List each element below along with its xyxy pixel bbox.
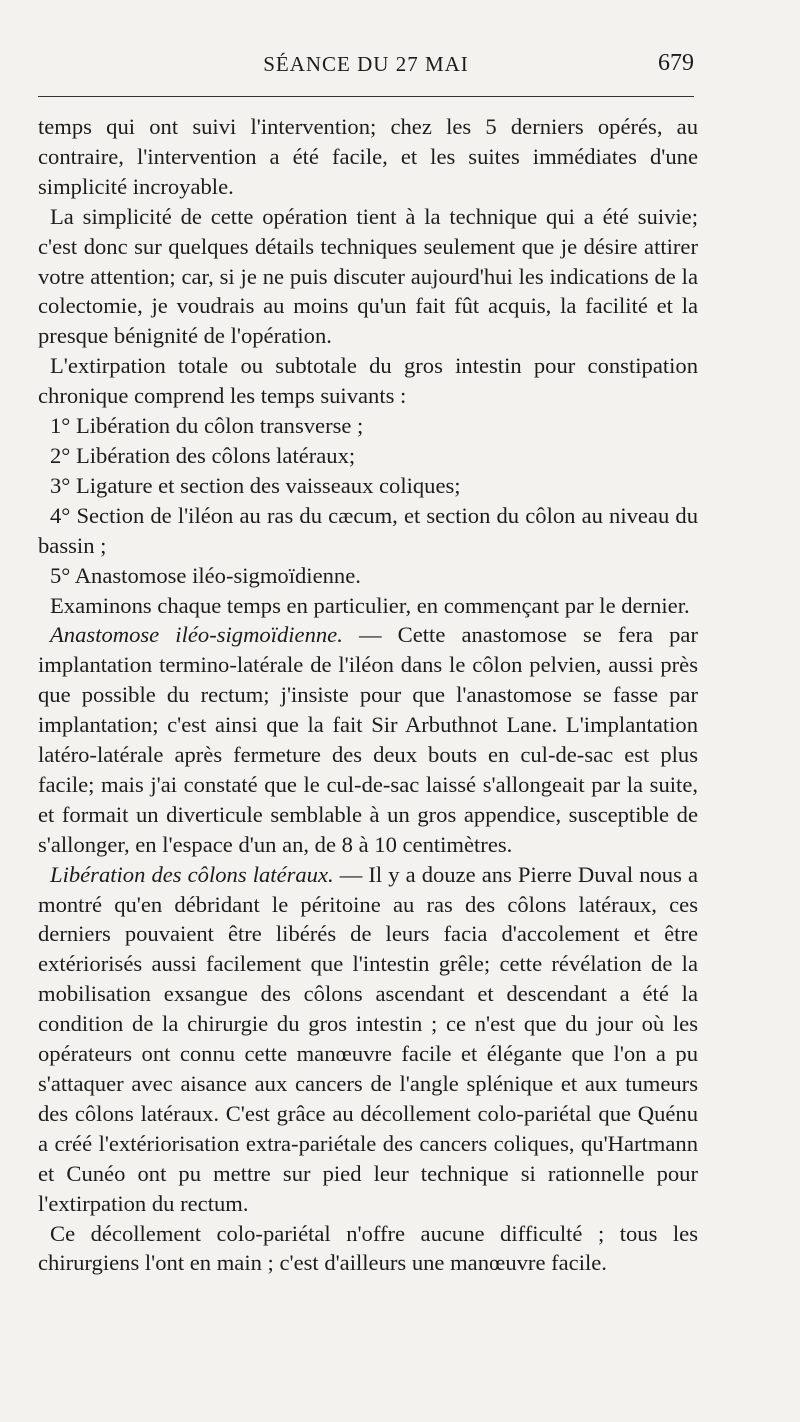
section-body: — Il y a douze ans Pierre Duval nous a montré qu'en débridant le péritoine au ras des côlons latéraux, ces derniers pouvaient être libérés de leurs facia d'accolement et être extériorisés aussi facilement que l'intestin grêle; cette révélation de la mobilisation exsangue des côlons ascendant et descendant a été la condition de la chirurgie du gros intestin ; ce n'est que du jour où les opérateurs ont connu cette manœuvre facile et élégante que l'on a pu s'attaquer avec aisance aux cancers de l'angle splénique et aux tumeurs des côlons latéraux. C'est grâce au décollement colo-pariétal que Quénu a créé l'extériorisation extra-pariétale des cancers coliques, qu'Hartmann et Cunéo ont pu mettre sur pied leur technique si rationnelle pour l'extirpation du rectum.	[38, 861, 698, 1216]
section-heading: Libération des côlons latéraux.	[50, 861, 334, 887]
paragraph-anastomose	[38, 620, 698, 859]
paragraph: Ce décollement colo-pariétal n'offre aucune difficulté ; tous les chirurgiens l'ont en main ; c'est d'ailleurs une manœuvre facile.	[38, 1220, 698, 1276]
paragraph: Examinons chaque temps en particulier, en commençant par le dernier.	[50, 592, 690, 618]
paragraph: temps qui ont suivi l'intervention; chez les 5 derniers opérés, au contraire, l'intervention a été facile, et les suites immédiates d'une simplicité incroyable.	[38, 114, 698, 199]
list-item: 5° Anastomose iléo-sigmoïdienne.	[50, 562, 361, 588]
section-body: — Cette anastomose se fera par implantation termino-latérale de l'iléon dans le côlon pelvien, aussi près que possible du rectum; j'insiste pour que l'anastomose se fasse par implantation; c'est ainsi que la fait Sir Arbuthnot Lane. L'implantation latéro-latérale après fermeture des deux bouts en cul-de-sac est plus facile; mais j'ai constaté que le cul-de-sac laissé s'allongeait par la suite, et formait un diverticule semblable à un gros appendice, susceptible de s'allonger, en l'espace d'un an, de 8 à 10 centimètres.	[38, 622, 698, 857]
list-item: 4° Section de l'iléon au ras du cæcum, et section du côlon au niveau du bassin ;	[38, 502, 698, 558]
running-title: SÉANCE DU 27 MAI	[263, 52, 469, 76]
list-item: 3° Ligature et section des vaisseaux coliques;	[50, 472, 461, 498]
list-item: 1° Libération du côlon transverse ;	[50, 413, 364, 439]
paragraph-liberation	[38, 860, 698, 1219]
body-text	[38, 112, 698, 1278]
page-number: 679	[658, 50, 694, 76]
list-item: 2° Libération des côlons latéraux;	[50, 442, 356, 468]
paragraph: L'extirpation totale ou subtotale du gros intestin pour constipation chronique comprend les temps suivants :	[38, 353, 698, 409]
page-header	[38, 50, 694, 80]
paragraph: La simplicité de cette opération tient à la technique qui a été suivie; c'est donc sur quelques détails techniques seulement que je désire attirer votre attention; car, si je ne puis discuter aujourd'hui les indications de la colectomie, je voudrais au moins qu'un fait fût acquis, la facilité et la presque bénignité de l'opération.	[38, 203, 698, 349]
header-rule	[38, 96, 694, 97]
section-heading: Anastomose iléo-sigmoïdienne.	[50, 622, 343, 648]
